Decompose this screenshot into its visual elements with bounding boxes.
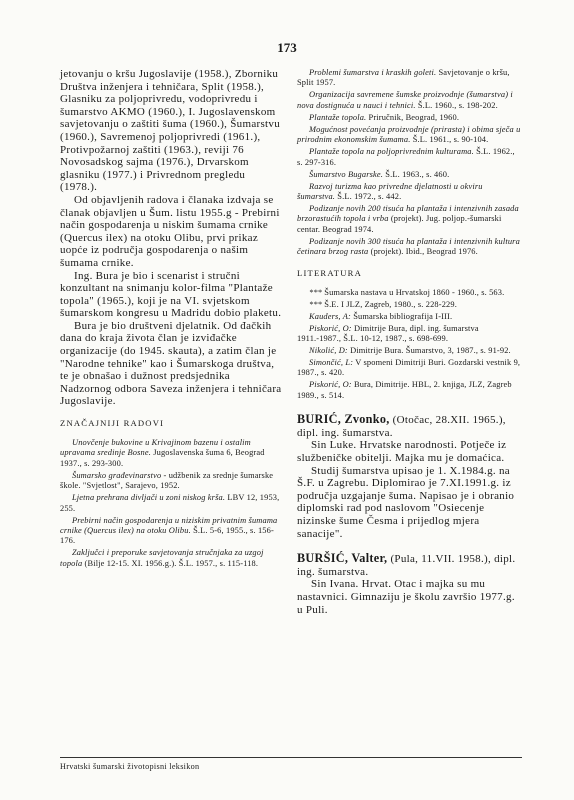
bio-entry-head: [297, 552, 522, 578]
work-title: Šumarstvo Bugarske.: [309, 169, 384, 179]
work-item: [60, 438, 282, 469]
work-title: Organizacija savremene šumske proizvodnje (šumarstva) i nova dostignuća u nauci i tehnici.: [297, 90, 513, 110]
literature-item: [297, 380, 522, 401]
work-item: [297, 182, 522, 203]
literature-author: ***: [309, 299, 323, 309]
body-paragraph: Od objavljenih radova i članaka izdvaja se članak objavljen u Šum. listu 1955.g - Prebirni način gospodarenja u niskim šumama crnike (Quercus ilex) na otoku Olibu, prvi prikaz uopće iz područja gospodarenja o našim šumama crnike.: [60, 193, 280, 269]
entry-name: BURŠIĆ, Valter,: [297, 551, 388, 566]
work-details: Š.L. 1963., s. 460.: [383, 169, 450, 179]
work-details: LBV 12, 1953, 255.: [60, 493, 280, 513]
entry-head-details: (Otočac, 28.XII. 1965.), dipl. ing. šumarstva.: [297, 414, 506, 439]
work-item: [60, 548, 282, 569]
bio-entry-bursic: [297, 552, 522, 616]
literature-author: Piskorić, O:: [309, 380, 352, 390]
work-title: Zaključci i preporuke savjetovanja stručnjaka za uzgoj topola: [60, 548, 264, 568]
literature-author: ***: [309, 287, 323, 297]
bio-entry-buric: [297, 413, 522, 540]
literature-item: [297, 324, 522, 345]
literature-item: [297, 300, 522, 310]
body-paragraph: Sin Luke. Hrvatske narodnosti. Potječe iz službeničke obitelji. Majka mu je domaćica.: [297, 439, 507, 465]
body-paragraph: Studij šumarstva upisao je 1. X.1984.g. na Š.F. u Zagrebu. Diplomirao je 7.XI.1991.g. iz područja uzgajanje šuma. Napisao je i obranio diplomski rad pod naslovom "Osiecenje nizinske šume Česma i prijedlog mjera sanacije".: [297, 464, 515, 540]
work-item: [60, 493, 282, 514]
work-item: [297, 68, 522, 89]
literature-author: Kauders, A:: [309, 311, 351, 321]
body-paragraph: Sin Ivana. Hrvat. Otac i majka su mu nastavnici. Gimnaziju je školu završio 1977.g. u Puli.: [297, 578, 515, 616]
work-title: Razvoj turizma kao privredne djelatnosti u okviru šumarstva.: [297, 181, 483, 202]
work-title: Podizanje novih 300 tisuća ha plantaža i intenzivnih kultura četinara brzog rasta: [297, 236, 520, 257]
literature-details: Bura, Dimitrije. HBL, 2. knjiga, JLZ, Zagreb 1989., s. 514.: [297, 380, 512, 400]
work-title: Šumarsko građevinarstvo: [72, 470, 162, 480]
literature-list: [297, 288, 522, 402]
work-details: - udžbenik za srednje šumarske škole. "Svjetlost", Sarajevo, 1952.: [60, 470, 274, 491]
works-list-continued: [297, 68, 522, 258]
work-title: Plantaže topola na poljoprivrednim kulturama.: [309, 147, 474, 157]
work-item: [297, 147, 522, 168]
work-details: Š.L. 1960., s. 198-202.: [415, 100, 498, 110]
body-paragraph: Ing. Bura je bio i scenarist i stručni konzultant na snimanju kolor-filma "Plantaže topola" (1965.), koji je na VI. svjetskom šumarskom kongresu u Madridu dobio plaketu.: [60, 269, 282, 320]
works-list: [60, 438, 282, 569]
literature-item: [297, 288, 522, 298]
body-paragraph: jetovanju o kršu Jugoslavije (1958.), Zborniku Društva inženjera i tehničara, Split (1958.), Glasniku za poljoprivredu, vodoprivredu i šumarstvo AKMO (1960.), I. Jugoslavenskom savjetovanju o zaštiti šuma (1960.), Šumarstvu (1960.), Savremenoj poljoprivredi (1961.), Protivpožarnoj zaštiti (1963.), reviji 76 Novosadskog sajma (1976.), Drvarskom glasniku (1977.) i Privrednom pregledu (1978.).: [60, 68, 281, 194]
work-title: Plantaže topola.: [309, 112, 367, 122]
section-heading-works: ZNAČAJNIJI RADOVI: [60, 418, 165, 429]
entry-head-details: (Pula, 11.VII. 1958.), dipl. ing. šumarstva.: [297, 553, 516, 578]
literature-details: Šumarska bibliografija I-III.: [350, 311, 453, 321]
work-item: [60, 471, 282, 492]
work-details: Jugoslavenska šuma 6, Beograd 1937., s. 293-300.: [60, 448, 265, 468]
work-item: [297, 204, 522, 235]
literature-details: Dimitrije Bura. Šumarstvo, 3, 1987., s. 91-92.: [347, 346, 511, 356]
work-details: Š.L. 1961., s. 90-104.: [410, 135, 489, 145]
literature-item: [297, 312, 522, 322]
literature-details: V spomeni Dimitriji Buri. Gozdarski vestnik 9, 1987., s. 420.: [297, 358, 521, 378]
literature-author: Simončić, L:: [309, 358, 354, 368]
work-item: [297, 90, 522, 111]
work-item: [297, 125, 522, 146]
bio-entry-head: [297, 413, 522, 439]
footer-title: Hrvatski šumarski životopisni leksikon: [60, 762, 200, 771]
work-details: Priručnik, Beograd, 1960.: [366, 112, 460, 122]
work-details: (Bilje 12-15. XI. 1956.g.). Š.L. 1957., s. 115-118.: [82, 558, 259, 568]
literature-author: Nikolić, D:: [309, 346, 348, 356]
work-details: Š.L. 5-6, 1955., s. 156-176.: [60, 526, 274, 546]
literature-item: [297, 346, 522, 356]
work-details: Š.L. 1962., s. 297-316.: [297, 147, 515, 167]
footer-rule: [60, 757, 522, 758]
work-title: Ljetna prehrana divljači u zoni niskog krša.: [72, 493, 226, 503]
literature-item: [297, 358, 522, 379]
right-column: [297, 68, 522, 616]
section-heading-literature: LITERATURA: [297, 267, 362, 278]
entry-name: BURIĆ, Zvonko,: [297, 412, 390, 427]
work-title: Podizanje novih 200 tisuća ha plantaža i intenzivnih zasada brzorastućih topola i vrba: [297, 204, 519, 224]
work-item: [297, 113, 522, 123]
left-column: [60, 68, 282, 571]
work-details: (projekt). Ibid., Beograd 1976.: [368, 247, 478, 257]
literature-details: Š.E. I JLZ, Zagreb, 1980., s. 228-229.: [322, 299, 457, 309]
work-details: (projekt). Jug. poljop.-šumarski centar. Beograd 1974.: [297, 214, 502, 234]
work-title: Mogućnost povećanja proizvodnje (prirasta) i obima sječa u prirodnim ekonomskim šumama.: [297, 124, 521, 145]
body-paragraph: Bura je bio društveni djelatnik. Od đačkih dana do kraja života član je izviđačke organizacije (do 1945. skauta), a zatim član je "Narodne tehnike" kao i Šumarskoga društva, te je obnašao i dužnost predsjednika Nadzornog odbora Saveza inženjera i tehničara Jugoslavije.: [60, 319, 282, 408]
work-title: Prebirni način gospodarenja u niziskim privatnim šumama crnike (Quercus ilex) na otoku Olibu.: [60, 515, 278, 536]
work-item: [297, 170, 522, 180]
work-details: Š.L. 1972., s. 442.: [335, 192, 402, 202]
work-title: Unovčenje bukovine u Krivajinom bazenu i ostalim upravama sredinje Bosne.: [60, 438, 251, 458]
page-number: 173: [277, 40, 297, 55]
work-item: [60, 516, 282, 547]
literature-details: Šumarska nastava u Hrvatskoj 1860 - 1960., s. 563.: [322, 287, 505, 297]
work-details: Savjetovanje o kršu, Split 1957.: [297, 68, 510, 88]
literature-details: Dimitrije Bura, dipl. ing. šumarstva 1911.-1987., Š.L. 10-12, 1987., s. 698-699.: [297, 323, 479, 344]
work-title: Problemi šumarstva i kraskih goleti.: [309, 68, 437, 77]
literature-author: Piskorić, O:: [309, 323, 352, 333]
work-item: [297, 237, 522, 258]
